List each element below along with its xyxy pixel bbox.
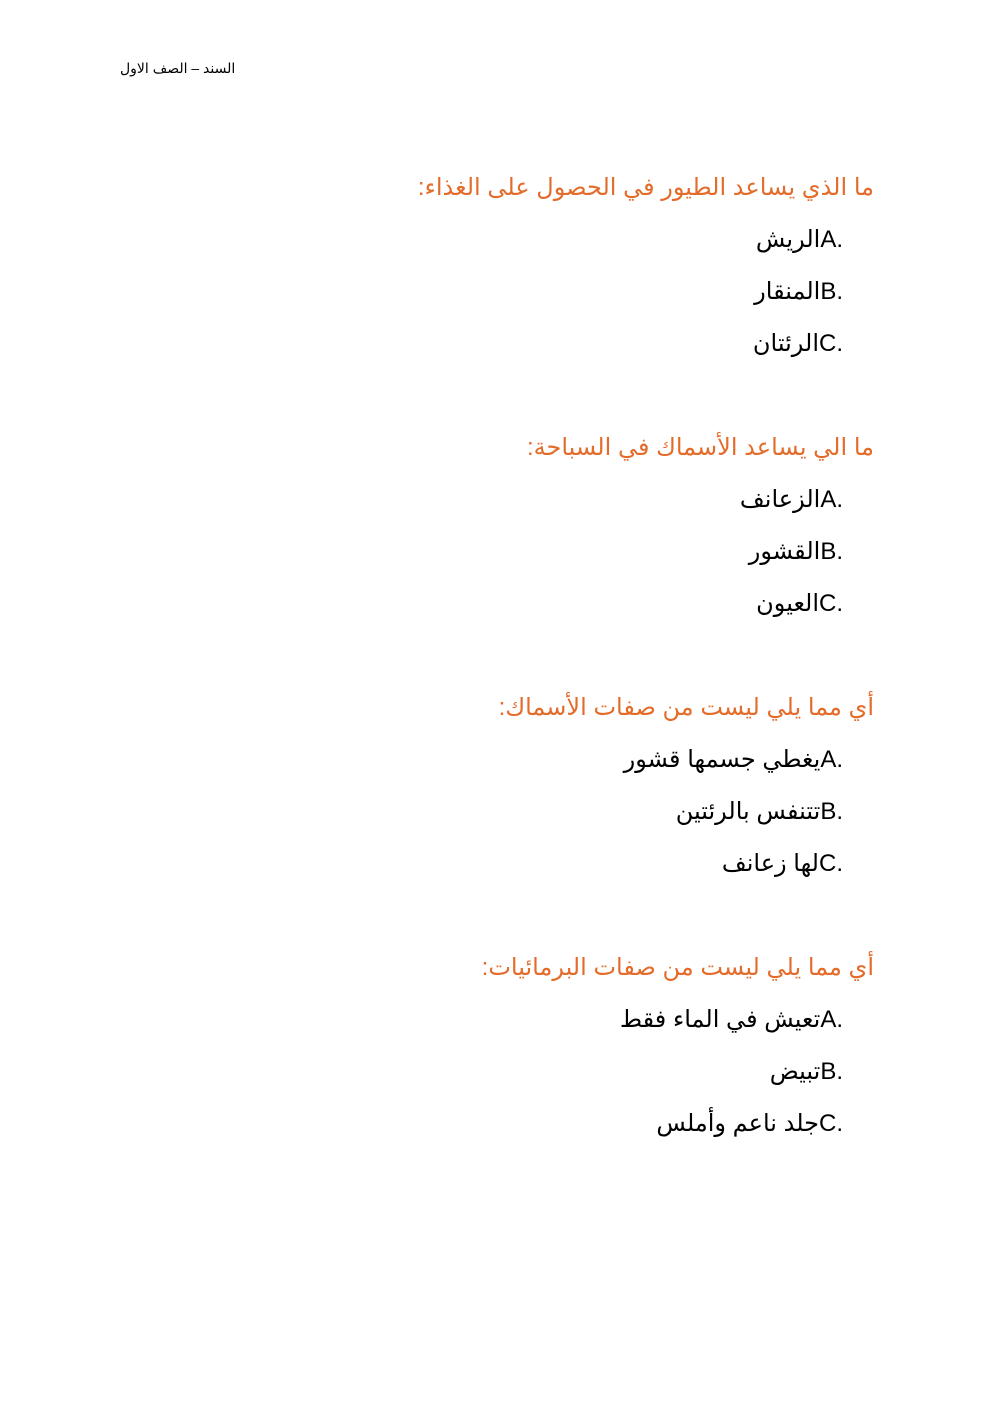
option-a bbox=[174, 223, 843, 257]
option-c bbox=[174, 847, 843, 881]
question-block-3 bbox=[174, 691, 874, 899]
option-letter: B. bbox=[820, 1058, 843, 1085]
option-text: يغطي جسمها قشور bbox=[623, 746, 821, 773]
option-letter: A. bbox=[820, 746, 843, 773]
option-text: الزعانف bbox=[739, 486, 821, 513]
option-letter: C. bbox=[819, 850, 843, 877]
option-letter: B. bbox=[820, 538, 843, 565]
option-text: تبيض bbox=[769, 1058, 821, 1085]
page-header: السند – الصف الاول bbox=[120, 60, 236, 76]
option-letter: B. bbox=[820, 798, 843, 825]
option-c bbox=[174, 587, 843, 621]
question-text: ما الذي يساعد الطيور في الحصول على الغذاء: bbox=[417, 174, 874, 201]
option-letter: C. bbox=[819, 590, 843, 617]
option-b bbox=[174, 535, 843, 569]
option-letter: C. bbox=[819, 330, 843, 357]
option-text: الرئتان bbox=[752, 330, 819, 357]
option-letter: C. bbox=[819, 1110, 843, 1137]
option-b bbox=[174, 795, 843, 829]
option-text: تعيش في الماء فقط bbox=[619, 1006, 821, 1033]
option-text: المنقار bbox=[754, 278, 821, 305]
option-a bbox=[174, 743, 843, 777]
option-b bbox=[174, 1055, 843, 1089]
option-letter: A. bbox=[820, 226, 843, 253]
question-block-1 bbox=[174, 171, 874, 379]
question-text: أي مما يلي ليست من صفات البرمائيات: bbox=[481, 954, 874, 981]
option-c bbox=[174, 327, 843, 361]
option-text: تتنفس بالرئتين bbox=[675, 798, 821, 825]
option-letter: B. bbox=[820, 278, 843, 305]
options-list bbox=[174, 1003, 874, 1141]
option-letter: A. bbox=[820, 486, 843, 513]
question-text: أي مما يلي ليست من صفات الأسماك: bbox=[498, 694, 874, 721]
question-text: ما الي يساعد الأسماك في السباحة: bbox=[526, 434, 874, 461]
option-text: القشور bbox=[748, 538, 821, 565]
option-a bbox=[174, 483, 843, 517]
option-c bbox=[174, 1107, 843, 1141]
question-block-2 bbox=[174, 431, 874, 639]
option-text: العيون bbox=[756, 590, 819, 617]
option-text: لها زعانف bbox=[721, 850, 819, 877]
option-letter: A. bbox=[820, 1006, 843, 1033]
option-a bbox=[174, 1003, 843, 1037]
options-list bbox=[174, 223, 874, 361]
question-block-4 bbox=[174, 951, 874, 1159]
options-list bbox=[174, 743, 874, 881]
options-list bbox=[174, 483, 874, 621]
option-b bbox=[174, 275, 843, 309]
option-text: جلد ناعم وأملس bbox=[656, 1110, 819, 1137]
option-text: الريش bbox=[755, 226, 821, 253]
